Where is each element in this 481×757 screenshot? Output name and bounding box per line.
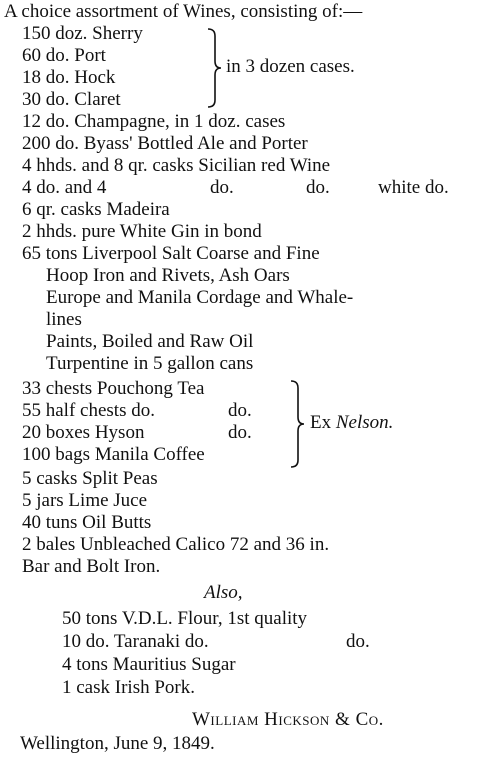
ditto-mark: do. <box>346 631 370 652</box>
also-item: 1 cask Irish Pork. <box>62 677 195 698</box>
intro-line: A choice assortment of Wines, consisting of:— <box>4 1 363 22</box>
list-item: 65 tons Liverpool Salt Coarse and Fine <box>22 243 320 264</box>
list-item: 4 hhds. and 8 qr. casks Sicilian red Wine <box>22 155 331 176</box>
list-item: 5 casks Split Peas <box>22 468 158 489</box>
ditto-mark: do. <box>210 177 234 198</box>
also-item: 4 tons Mauritius Sugar <box>62 654 236 675</box>
nelson-group-note <box>310 412 393 434</box>
nelson-item: 20 boxes Hyson <box>22 422 145 443</box>
nelson-item: 100 bags Manila Coffee <box>22 444 205 465</box>
indented-item: lines <box>46 309 82 330</box>
signature: William Hickson & Co. <box>192 709 384 730</box>
list-item: 2 hhds. pure White Gin in bond <box>22 221 262 242</box>
wine-item: 150 doz. Sherry <box>22 23 143 44</box>
indented-item: Hoop Iron and Rivets, Ash Oars <box>46 265 290 286</box>
white-wine-label: white do. <box>378 177 449 198</box>
list-item: 12 do. Champagne, in 1 doz. cases <box>22 111 286 132</box>
ditto-mark: do. <box>228 422 252 443</box>
indented-item: Paints, Boiled and Raw Oil <box>46 331 254 352</box>
ship-name: Nelson. <box>335 412 394 433</box>
list-item: 6 qr. casks Madeira <box>22 199 170 220</box>
indented-item: Europe and Manila Cordage and Whale- <box>46 287 354 308</box>
indented-item: Turpentine in 5 gallon cans <box>46 353 254 374</box>
wine-group-brace <box>206 28 222 108</box>
list-item: Bar and Bolt Iron. <box>22 556 161 577</box>
wine-group-note: in 3 dozen cases. <box>226 56 355 77</box>
also-item: 50 tons V.D.L. Flour, 1st quality <box>62 608 308 629</box>
list-item: 40 tuns Oil Butts <box>22 512 152 533</box>
nelson-group-brace <box>289 380 305 468</box>
list-item: 5 jars Lime Juce <box>22 490 148 511</box>
nelson-item: 33 chests Pouchong Tea <box>22 378 205 399</box>
wine-item: 30 do. Claret <box>22 89 121 110</box>
also-heading: Also, <box>204 582 243 603</box>
also-item: 10 do. Taranaki do. <box>62 631 209 652</box>
dateline: Wellington, June 9, 1849. <box>20 733 215 754</box>
nelson-item: 55 half chests do. <box>22 400 155 421</box>
ditto-mark: do. <box>306 177 330 198</box>
list-item: 2 bales Unbleached Calico 72 and 36 in. <box>22 534 330 555</box>
ditto-mark: do. <box>228 400 252 421</box>
wine-item: 60 do. Port <box>22 45 106 66</box>
white-wine-qty: 4 do. and 4 <box>22 177 107 198</box>
list-item: 200 do. Byass' Bottled Ale and Porter <box>22 133 308 154</box>
ex-prefix: Ex <box>310 412 332 433</box>
wine-item: 18 do. Hock <box>22 67 116 88</box>
